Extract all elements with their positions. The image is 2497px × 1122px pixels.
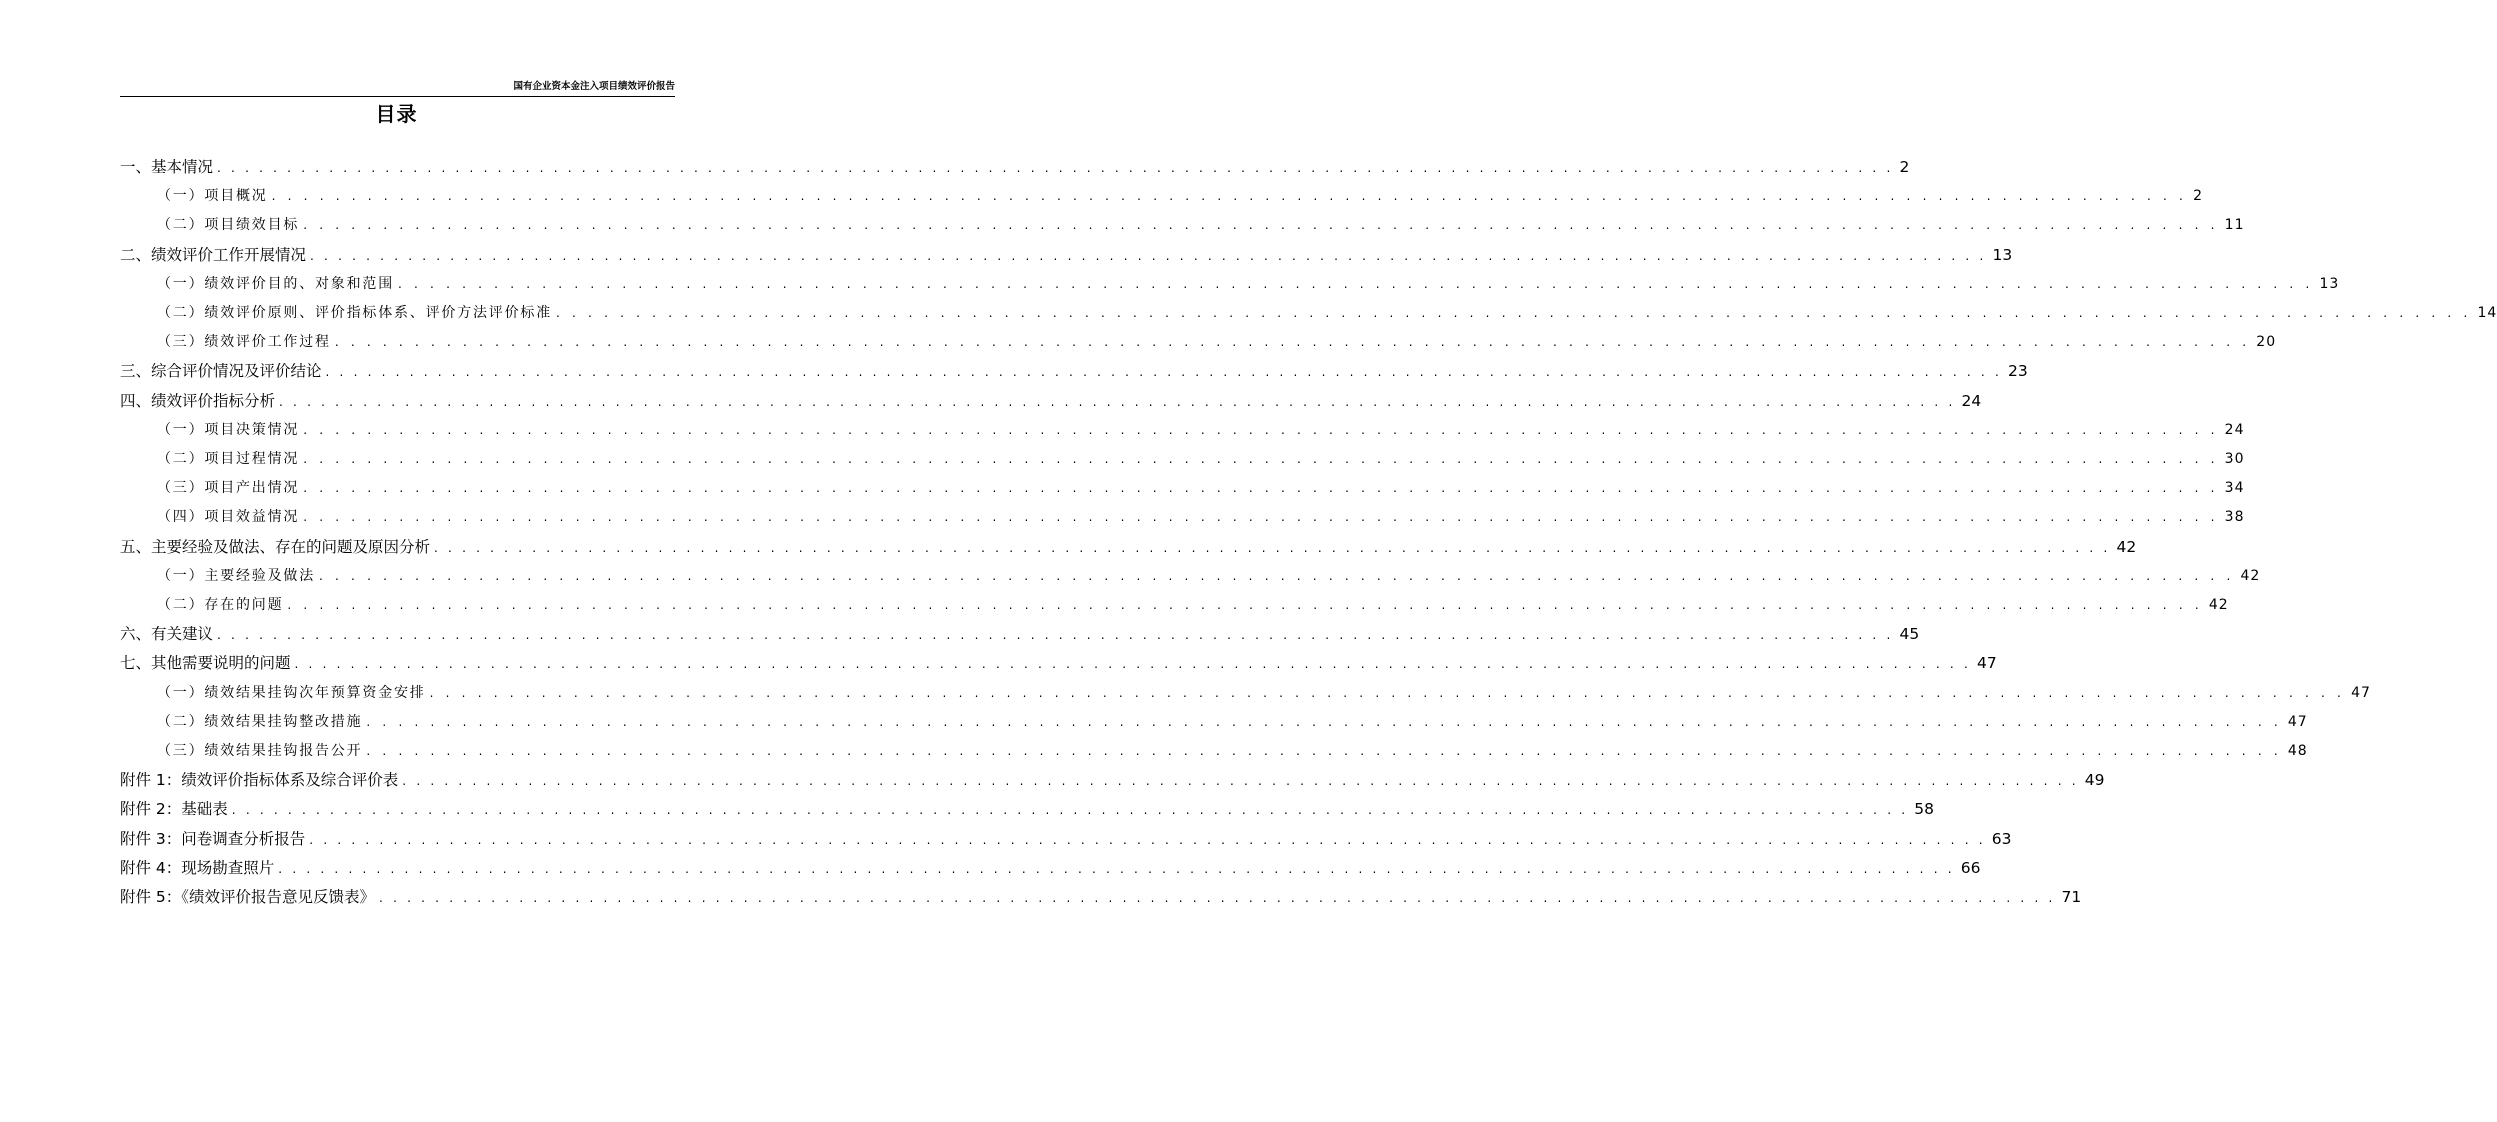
toc-page-number: 49 xyxy=(2084,771,2105,790)
toc-entry-label: 六、有关建议 xyxy=(120,625,214,644)
toc-dot-leader: . . . . . . . . . . . . . . . . . . . . . . . . . . . . . . . . . . . . . . . . . . . . . . . . . . . . . . . . . . . . . . . . . . . . . . . . . . . . . . . . . . . . . . . . . . . . . . . . . . . . . . . . . . . . . . . . . . . . . . . . xyxy=(303,481,2219,496)
toc-entry-level2[interactable] xyxy=(157,271,2340,297)
toc-page-number: 42 xyxy=(2208,597,2229,613)
toc-entry-label: （二）绩效评价原则、评价指标体系、评价方法评价标准 xyxy=(157,305,552,321)
toc-entry-label: （二）绩效结果挂钩整改措施 xyxy=(157,713,363,730)
toc-dot-leader: . . . . . . . . . . . . . . . . . . . . . . . . . . . . . . . . . . . . . . . . . . . . . . . . . . . . . . . . . . . . . . . . . . . . . . . . . . . . . . . . . . . . . . . . . . . . . . . . . . . . . . . . . . . . . . . . . . . . . . . . xyxy=(398,276,2314,291)
toc-entry-label: 一、基本情况 xyxy=(120,158,214,176)
toc-dot-leader: . . . . . . . . . . . . . . . . . . . . . . . . . . . . . . . . . . . . . . . . . . . . . . . . . . . . . . . . . . . . . . . . . . . . . . . . . . . . . . . . . . . . . . . . . . . . . . . . . . . . . . . . . . . . . . . . . . . . . . . . xyxy=(271,189,2188,204)
toc-entry-level1[interactable] xyxy=(120,767,2105,793)
toc-entry-label: 五、主要经验及做法、存在的问题及原因分析 xyxy=(120,537,431,556)
toc-entry-label: 附件 1：绩效评价指标体系及综合评价表 xyxy=(120,771,399,790)
toc-page-number: 11 xyxy=(2224,217,2245,234)
toc-entry-label: （四）项目效益情况 xyxy=(157,509,300,526)
toc-dot-leader: . . . . . . . . . . . . . . . . . . . . . . . . . . . . . . . . . . . . . . . . . . . . . . . . . . . . . . . . . . . . . . . . . . . . . . . . . . . . . . . . . . . . . . . . . . . . . . . . . . . . . . . . . . . . . . . . . . . . . . . . xyxy=(279,394,1956,409)
header-title: 国有企业资本金注入项目绩效评价报告 xyxy=(513,81,675,92)
toc-entry-label: （一）绩效评价目的、对象和范围 xyxy=(157,275,394,292)
toc-page-number: 23 xyxy=(2007,362,2028,381)
toc-page-number: 42 xyxy=(2240,567,2261,584)
toc-page-number: 63 xyxy=(1991,829,2012,848)
toc-entry-label: （一）项目决策情况 xyxy=(157,421,300,438)
toc-entry-level1[interactable] xyxy=(120,650,1997,676)
toc-page-number: 30 xyxy=(2224,451,2245,467)
toc-dot-leader: . . . . . . . . . . . . . . . . . . . . . . . . . . . . . . . . . . . . . . . . . . . . . . . . . . . . . . . . . . . . . . . . . . . . . . . . . . . . . . . . . . . . . . . . . . . . . . . . . . . . . . . . . . . . . . . . . . . . . . . . xyxy=(319,568,2235,583)
toc-entry-label: 附件 3：问卷调查分析报告 xyxy=(120,829,306,848)
toc-page-number: 66 xyxy=(1960,858,1981,877)
toc-page-number: 45 xyxy=(1899,625,1920,644)
toc-entry-label: （一）项目概况 xyxy=(157,188,268,205)
toc-dot-leader: . . . . . . . . . . . . . . . . . . . . . . . . . . . . . . . . . . . . . . . . . . . . . . . . . . . . . . . . . . . . . . . . . . . . . . . . . . . . . . . . . . . . . . . . . . . . . . . . . . . . . . . . . . . . . . . . . . . . . . . . xyxy=(429,685,2346,700)
toc-entry-label: （二）存在的问题 xyxy=(157,597,284,613)
toc-page-number: 20 xyxy=(2256,334,2277,351)
toc-dot-leader: . . . . . . . . . . . . . . . . . . . . . . . . . . . . . . . . . . . . . . . . . . . . . . . . . . . . . . . . . . . . . . . . . . . . . . . . . . . . . . . . . . . . . . . . . . . . . . . . . . . . . . . . . . . . . . . . . . . . . . . . xyxy=(287,598,2203,612)
toc-dot-leader: . . . . . . . . . . . . . . . . . . . . . . . . . . . . . . . . . . . . . . . . . . . . . . . . . . . . . . . . . . . . . . . . . . . . . . . . . . . . . . . . . . . . . . . . . . . . . . . . . . . . . . . . . . . . . . . . . . . . . . . . xyxy=(303,510,2219,525)
toc-entry-level1[interactable] xyxy=(120,154,1910,180)
toc-entry-level1[interactable] xyxy=(120,884,2082,910)
toc-entry-level1[interactable] xyxy=(120,242,2013,268)
toc-entry-label: （一）绩效结果挂钩次年预算资金安排 xyxy=(157,684,426,701)
toc-entry-level2[interactable] xyxy=(157,475,2245,501)
toc-page-number: 13 xyxy=(2319,275,2340,292)
toc-entry-label: （二）项目过程情况 xyxy=(157,451,300,467)
toc-entry-level1[interactable] xyxy=(120,534,2137,560)
toc-dot-leader: . . . . . . . . . . . . . . . . . . . . . . . . . . . . . . . . . . . . . . . . . . . . . . . . . . . . . . . . . . . . . . . . . . . . . . . . . . . . . . . . . . . . . . . . . . . . . . . . . . . . . . . . . . . . . . . . . . . . . . . . xyxy=(310,248,1987,263)
toc-dot-leader: . . . . . . . . . . . . . . . . . . . . . . . . . . . . . . . . . . . . . . . . . . . . . . . . . . . . . . . . . . . . . . . . . . . . . . . . . . . . . . . . . . . . . . . . . . . . . . . . . . . . . . . . . . . . . . . . . . . . . . . . xyxy=(217,161,1894,175)
toc-entry-level1[interactable] xyxy=(120,796,1934,822)
toc-entry-level2[interactable] xyxy=(157,563,2261,589)
toc-entry-label: 二、绩效评价工作开展情况 xyxy=(120,245,307,264)
toc-entry-level1[interactable] xyxy=(120,388,1982,414)
toc-dot-leader: . . . . . . . . . . . . . . . . . . . . . . . . . . . . . . . . . . . . . . . . . . . . . . . . . . . . . . . . . . . . . . . . . . . . . . . . . . . . . . . . . . . . . . . . . . . . . . . . . . . . . . . . . . . . . . . . . . . . . . . . xyxy=(379,891,2056,905)
toc-page-number: 42 xyxy=(2116,537,2137,556)
toc-page-number: 48 xyxy=(2287,743,2308,759)
toc-dot-leader: . . . . . . . . . . . . . . . . . . . . . . . . . . . . . . . . . . . . . . . . . . . . . . . . . . . . . . . . . . . . . . . . . . . . . . . . . . . . . . . . . . . . . . . . . . . . . . . . . . . . . . . . . . . . . . . . . . . . . . . . xyxy=(294,657,1971,672)
toc-dot-leader: . . . . . . . . . . . . . . . . . . . . . . . . . . . . . . . . . . . . . . . . . . . . . . . . . . . . . . . . . . . . . . . . . . . . . . . . . . . . . . . . . . . . . . . . . . . . . . . . . . . . . . . . . . . . . . . . . . . . . . . . xyxy=(309,832,1986,847)
toc-page-number: 34 xyxy=(2224,480,2245,497)
toc-entry-level2[interactable] xyxy=(157,709,2308,735)
toc-page-number: 2 xyxy=(2193,188,2203,205)
toc-dot-leader: . . . . . . . . . . . . . . . . . . . . . . . . . . . . . . . . . . . . . . . . . . . . . . . . . . . . . . . . . . . . . . . . . . . . . . . . . . . . . . . . . . . . . . . . . . . . . . . . . . . . . . . . . . . . . . . . . . . . . . . . xyxy=(231,803,1909,818)
toc-page-number: 58 xyxy=(1914,800,1934,819)
toc-title: 目录 xyxy=(375,102,418,126)
toc-page-number: 13 xyxy=(1992,245,2013,264)
toc-entry-label: （三）项目产出情况 xyxy=(157,480,300,497)
toc-dot-leader: . . . . . . . . . . . . . . . . . . . . . . . . . . . . . . . . . . . . . . . . . . . . . . . . . . . . . . . . . . . . . . . . . . . . . . . . . . . . . . . . . . . . . . . . . . . . . . . . . . . . . . . . . . . . . . . . . . . . . . . . xyxy=(334,335,2251,350)
toc-entry-level1[interactable] xyxy=(120,358,2028,384)
toc-entry-level2[interactable] xyxy=(157,738,2308,764)
toc-page-number: 71 xyxy=(2061,888,2082,906)
toc-page-number: 47 xyxy=(1976,654,1997,673)
toc-page-number: 14 xyxy=(2477,305,2497,321)
toc-dot-leader: . . . . . . . . . . . . . . . . . . . . . . . . . . . . . . . . . . . . . . . . . . . . . . . . . . . . . . . . . . . . . . . . . . . . . . . . . . . . . . . . . . . . . . . . . . . . . . . . . . . . . . . . . . . . . . . . . . . . . . . . xyxy=(402,774,2079,789)
toc-entry-level2[interactable] xyxy=(157,680,2371,706)
toc-dot-leader: . . . . . . . . . . . . . . . . . . . . . . . . . . . . . . . . . . . . . . . . . . . . . . . . . . . . . . . . . . . . . . . . . . . . . . . . . . . . . . . . . . . . . . . . . . . . . . . . . . . . . . . . . . . . . . . . . . . . . . . . xyxy=(278,861,1955,876)
toc-page-number: 47 xyxy=(2351,684,2371,701)
toc-entry-label: 三、综合评价情况及评价结论 xyxy=(120,362,322,381)
toc-page-number: 24 xyxy=(2224,421,2245,438)
toc-entry-level1[interactable] xyxy=(120,855,1981,881)
toc-entry-level1[interactable] xyxy=(120,826,2012,852)
toc-entry-label: （一）主要经验及做法 xyxy=(157,567,315,584)
toc-page-number: 24 xyxy=(1961,391,1982,410)
toc-page-number: 2 xyxy=(1899,158,1910,176)
toc-entry-label: 七、其他需要说明的问题 xyxy=(120,654,291,673)
toc-entry-level1[interactable] xyxy=(120,621,1920,647)
toc-entry-level2[interactable] xyxy=(157,183,2203,209)
page-header xyxy=(120,75,675,97)
toc-entry-label: （三）绩效评价工作过程 xyxy=(157,334,331,351)
toc-dot-leader: . . . . . . . . . . . . . . . . . . . . . . . . . . . . . . . . . . . . . . . . . . . . . . . . . . . . . . . . . . . . . . . . . . . . . . . . . . . . . . . . . . . . . . . . . . . . . . . . . . . . . . . . . . . . . . . . . . . . . . . . xyxy=(303,452,2219,466)
toc-entry-label: 附件 4：现场勘查照片 xyxy=(120,858,275,877)
toc-entry-level2[interactable] xyxy=(157,329,2277,355)
toc-entry-level2[interactable] xyxy=(157,446,2245,472)
toc-entry-label: （三）绩效结果挂钩报告公开 xyxy=(157,743,363,759)
toc-dot-leader: . . . . . . . . . . . . . . . . . . . . . . . . . . . . . . . . . . . . . . . . . . . . . . . . . . . . . . . . . . . . . . . . . . . . . . . . . . . . . . . . . . . . . . . . . . . . . . . . . . . . . . . . . . . . . . . . . . . . . . . . xyxy=(325,365,2002,380)
toc-dot-leader: . . . . . . . . . . . . . . . . . . . . . . . . . . . . . . . . . . . . . . . . . . . . . . . . . . . . . . . . . . . . . . . . . . . . . . . . . . . . . . . . . . . . . . . . . . . . . . . . . . . . . . . . . . . . . . . . . . . . . . . . xyxy=(556,306,2472,320)
toc-entry-level2[interactable] xyxy=(157,212,2245,238)
toc-page-number: 47 xyxy=(2287,713,2308,730)
toc-entry-label: 四、绩效评价指标分析 xyxy=(120,391,276,410)
toc-dot-leader: . . . . . . . . . . . . . . . . . . . . . . . . . . . . . . . . . . . . . . . . . . . . . . . . . . . . . . . . . . . . . . . . . . . . . . . . . . . . . . . . . . . . . . . . . . . . . . . . . . . . . . . . . . . . . . . . . . . . . . . . xyxy=(366,714,2282,729)
toc-entry-level2[interactable] xyxy=(157,300,2497,326)
toc-entry-label: （二）项目绩效目标 xyxy=(157,217,300,234)
toc-dot-leader: . . . . . . . . . . . . . . . . . . . . . . . . . . . . . . . . . . . . . . . . . . . . . . . . . . . . . . . . . . . . . . . . . . . . . . . . . . . . . . . . . . . . . . . . . . . . . . . . . . . . . . . . . . . . . . . . . . . . . . . . xyxy=(303,218,2219,233)
toc-dot-leader: . . . . . . . . . . . . . . . . . . . . . . . . . . . . . . . . . . . . . . . . . . . . . . . . . . . . . . . . . . . . . . . . . . . . . . . . . . . . . . . . . . . . . . . . . . . . . . . . . . . . . . . . . . . . . . . . . . . . . . . . xyxy=(366,744,2282,758)
toc-entry-level2[interactable] xyxy=(157,417,2245,443)
toc-dot-leader: . . . . . . . . . . . . . . . . . . . . . . . . . . . . . . . . . . . . . . . . . . . . . . . . . . . . . . . . . . . . . . . . . . . . . . . . . . . . . . . . . . . . . . . . . . . . . . . . . . . . . . . . . . . . . . . . . . . . . . . . xyxy=(303,422,2219,437)
toc-entry-label: 附件 5：《绩效评价报告意见反馈表》 xyxy=(120,888,376,906)
toc-page-number: 38 xyxy=(2224,509,2245,526)
toc-entry-level2[interactable] xyxy=(157,504,2245,530)
toc-entry-level2[interactable] xyxy=(157,592,2229,618)
toc-entry-label: 附件 2：基础表 xyxy=(120,800,228,819)
toc-dot-leader: . . . . . . . . . . . . . . . . . . . . . . . . . . . . . . . . . . . . . . . . . . . . . . . . . . . . . . . . . . . . . . . . . . . . . . . . . . . . . . . . . . . . . . . . . . . . . . . . . . . . . . . . . . . . . . . . . . . . . . . . xyxy=(217,628,1894,643)
toc-dot-leader: . . . . . . . . . . . . . . . . . . . . . . . . . . . . . . . . . . . . . . . . . . . . . . . . . . . . . . . . . . . . . . . . . . . . . . . . . . . . . . . . . . . . . . . . . . . . . . . . . . . . . . . . . . . . . . . . . . . . . . . . xyxy=(434,540,2111,555)
